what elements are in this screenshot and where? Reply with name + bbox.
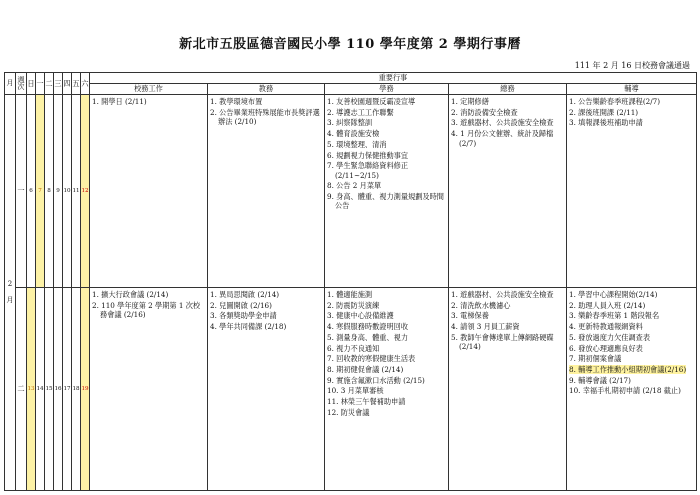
list-item: 1. 異局思閱啟 (2/14): [210, 290, 280, 299]
list-item: 9. 實施含氟漱口水活動 (2/15): [327, 375, 425, 385]
list-item: 7. 期初個案會議: [569, 354, 622, 364]
list-item: 1. 開學日 (2/11): [92, 97, 147, 106]
list-item: 11. 林榮三午餐補助申請: [327, 397, 406, 407]
day-cell: 19: [81, 288, 90, 491]
list-item: 1. 定期修繕: [451, 97, 489, 106]
day-header-sat: 六: [81, 73, 90, 95]
day-header-wed: 三: [54, 73, 63, 95]
day-cell: 12: [81, 95, 90, 288]
week-row: [5, 288, 697, 491]
day-cell: 10: [63, 95, 72, 288]
student-affairs-cell: [325, 95, 449, 288]
day-cell: 17: [63, 288, 72, 491]
list-item: 6. 規劃視力保健推動事宜: [327, 150, 409, 160]
list-item: 2. 公告畢業班特殊展能市長獎評選辦法 (2/10): [210, 107, 320, 127]
list-item: 5. 測量身高、體重、視力: [327, 332, 409, 342]
list-item: 9. 輔導會議 (2/17): [569, 375, 631, 385]
list-item: 5. 發放過度力欠佳調查表: [569, 332, 651, 342]
list-item: 1. 體適能施測: [327, 290, 373, 299]
list-item: 10. 幸福手札期初申請 (2/18 截止): [569, 386, 681, 396]
day-cell: 6: [27, 95, 36, 288]
day-cell: 8: [45, 95, 54, 288]
list-item: 3. 健康中心設備維護: [327, 311, 394, 321]
list-item: 2. 兒圖開啟 (2/16): [210, 300, 272, 310]
guidance-cell: [567, 288, 697, 491]
day-header-fri: 五: [72, 73, 81, 95]
column-school-affairs: 校務工作: [90, 84, 208, 95]
list-item: 1. 友善校園週暨反霸凌宣導: [327, 97, 416, 106]
column-guidance: 輔導: [567, 84, 697, 95]
list-item: 8. 期初健促會議 (2/14): [327, 364, 404, 374]
list-item: 3. 樂齡春季班第 1 階段報名: [569, 311, 660, 321]
week-row: [5, 95, 697, 288]
day-header-sun: 日: [27, 73, 36, 95]
document-title: 新北市五股區德音國民小學 110 學年度第 2 學期行事曆: [179, 37, 521, 52]
day-cell: 7: [36, 95, 45, 288]
approval-note: 111 年 2 月 16 日校務會議通過: [574, 61, 690, 70]
list-item: 12. 防災會議: [327, 407, 370, 417]
list-item: 6. 視力不良通知: [327, 343, 380, 353]
list-item: 2. 清洗飲水機濾心: [451, 300, 511, 310]
list-item: 7. 回收教的寒假健康生活表: [327, 354, 416, 364]
column-student-affairs: 學務: [325, 84, 449, 95]
day-cell: 11: [72, 95, 81, 288]
general-affairs-cell: [449, 95, 567, 288]
list-item: 8. 輔導工作推動小組期初會議(2/16): [569, 364, 687, 374]
list-item: 8. 公告 2 月菜單: [327, 181, 382, 191]
week-header: 週次: [16, 73, 27, 95]
general-affairs-cell: [449, 288, 567, 491]
student-affairs-cell: [325, 288, 449, 491]
list-item: 4. 更新特教通報網資料: [569, 322, 643, 332]
day-cell: 13: [27, 288, 36, 491]
academic-cell: [208, 95, 325, 288]
guidance-cell: [567, 95, 697, 288]
day-cell: 16: [54, 288, 63, 491]
academic-cell: [208, 288, 325, 491]
list-item: 2. 導護志工工作聯繫: [327, 107, 394, 117]
list-item: 1. 擴大行政會議 (2/14): [92, 290, 169, 299]
list-item: 1. 公告樂齡春季班課程(2/7): [569, 97, 661, 106]
important-events-header: 重要行事: [90, 73, 697, 84]
school-affairs-cell: [90, 95, 208, 288]
list-item: 2. 110 學年度第 2 學期第 1 次校務會議 (2/16): [92, 300, 201, 320]
list-item: 4. 學年共同備課 (2/18): [210, 322, 287, 332]
list-item: 1. 教學環境布置: [210, 97, 263, 106]
list-item: 4. 寒假服務時數證明回收: [327, 322, 409, 332]
column-academic: 教務: [208, 84, 325, 95]
day-cell: 14: [36, 288, 45, 491]
school-calendar-table: [4, 72, 697, 491]
week-number: 一: [16, 95, 27, 288]
list-item: 4. 請領 3 月員工薪資: [451, 322, 520, 332]
day-header-tue: 二: [45, 73, 54, 95]
column-general-affairs: 總務: [449, 84, 567, 95]
list-item: 3. 糾察隊整訓: [327, 118, 373, 128]
list-item: 2. 防震防災演練: [327, 300, 380, 310]
day-cell: 15: [45, 288, 54, 491]
list-item: 3. 電梯保養: [451, 311, 489, 321]
list-item: 7. 學生緊急聯絡資料修正 (2/11~2/15): [327, 161, 409, 180]
list-item: 4. 體育設施安檢: [327, 129, 380, 139]
list-item: 5. 教師午會傳達單上傳網路硬碟 (2/14): [451, 332, 554, 352]
month-header: 月: [5, 73, 16, 95]
day-cell: 18: [72, 288, 81, 491]
day-header-thu: 四: [63, 73, 72, 95]
list-item: 9. 身高、體重、視力測量規劃及時間公告: [327, 192, 444, 211]
month-cell: 2 月: [5, 95, 16, 491]
list-item: 4. 1 月份公文催辦、統計及歸檔 (2/7): [451, 129, 554, 148]
list-item: 6. 發放心理適應良好表: [569, 343, 643, 353]
list-item: 5. 環境整理、清消: [327, 139, 387, 149]
list-item: 1. 遊戲器材、公共設施安全檢查: [451, 290, 554, 299]
list-item: 3. 遊戲器材、公共設施安全檢查: [451, 118, 554, 128]
list-item: 3. 各類獎助學金申請: [210, 311, 277, 321]
list-item: 1. 學習中心課程開始(2/14): [569, 290, 658, 299]
day-cell: 9: [54, 95, 63, 288]
list-item: 2. 助理人員入班 (2/14): [569, 300, 646, 310]
list-item: 2. 消防設備安全檢查: [451, 107, 518, 117]
day-header-mon: 一: [36, 73, 45, 95]
list-item: 2. 課後班開課 (2/11): [569, 107, 639, 117]
week-number: 二: [16, 288, 27, 491]
school-affairs-cell: [90, 288, 208, 491]
list-item: 3. 填報課後班補助申請: [569, 118, 643, 128]
list-item: 10. 3 月菜單審核: [327, 386, 384, 396]
